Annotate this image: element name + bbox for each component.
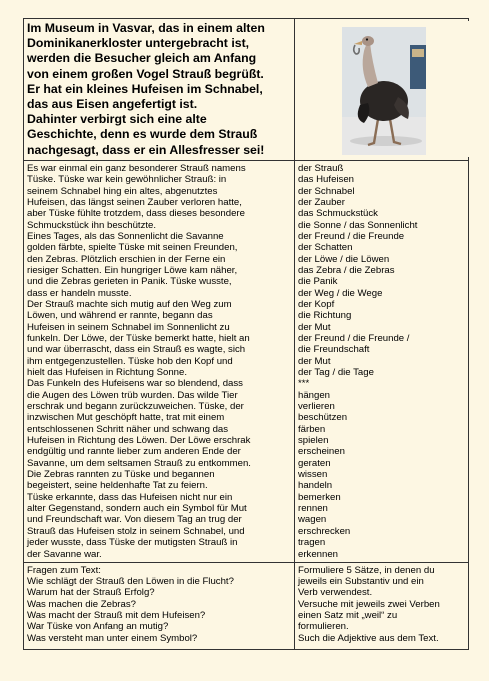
tasks-section	[295, 562, 469, 649]
vocab-item: hängen	[298, 389, 331, 401]
task-line: Formuliere 5 Sätze, in denen du	[298, 564, 435, 576]
story-line: Strauß das Hufeisen stolz in seinem Schnabel, und	[27, 525, 245, 537]
vocab-item: die Freundschaft	[298, 344, 370, 356]
intro-text	[24, 19, 295, 161]
story-line: begeistert, seine heldenhafte Tat zu feiern.	[27, 480, 208, 492]
story-line: endgültig und rannte lieber zum anderen Ende der	[27, 446, 241, 458]
story-line: erschrak und begann zurückzuweichen. Tüske, der	[27, 401, 244, 413]
vocab-item: der Freund / die Freunde	[298, 230, 405, 242]
story-text	[24, 160, 295, 562]
intro-line: werden die Besucher gleich am Anfang	[27, 51, 257, 66]
intro-line: Geschichte, denn es wurde dem Strauß	[27, 127, 258, 142]
vocab-item: verlieren	[298, 401, 335, 413]
story-line: Das Funkeln des Hufeisens war so blendend, dass	[27, 378, 243, 390]
story-line: Tüske. Tüske war kein gewöhnlicher Strauß: in	[27, 174, 227, 186]
worksheet-table	[23, 18, 469, 650]
intro-line: Er hat ein kleines Hufeisen im Schnabel,	[27, 81, 263, 96]
story-line: den Zebras. Plötzlich erschien in der Ferne ein	[27, 253, 226, 265]
question-line: Wie schlägt der Strauß den Löwen in die Flucht?	[27, 576, 234, 588]
story-line: Savanne, um dem seltsamen Strauß zu entkommen.	[27, 457, 251, 469]
intro-line: von einem großen Vogel Strauß begrüßt.	[27, 66, 264, 81]
vocab-item: ***	[298, 378, 310, 390]
story-line: ihm entgegenzustellen. Tüske hob den Kopf und	[27, 355, 233, 367]
question-line: Warum hat der Strauß Erfolg?	[27, 587, 155, 599]
vocabulary-list	[295, 160, 469, 562]
story-line: seinem Schnabel hing ein altes, abgenutztes	[27, 185, 218, 197]
question-lines	[27, 565, 291, 644]
intro-line: das aus Eisen angefertigt ist.	[27, 97, 198, 112]
story-line: hielt das Hufeisen in Richtung Sonne.	[27, 367, 187, 379]
story-line: Löwen, und während er rannte, begann das	[27, 310, 213, 322]
vocab-item: beschützen	[298, 412, 348, 424]
vocab-item: der Mut	[298, 355, 331, 367]
vocab-item: geraten	[298, 457, 331, 469]
vocab-item: der Freund / die Freunde /	[298, 332, 410, 344]
task-lines	[298, 565, 465, 644]
vocab-item: spielen	[298, 435, 329, 447]
intro-line: Dahinter verbirgt sich eine alte	[27, 112, 207, 127]
story-line: der Savanne war.	[27, 548, 102, 560]
story-line: Hufeisen, das längst seinen Zauber verloren hatte,	[27, 196, 242, 208]
question-line: Was versteht man unter einem Symbol?	[27, 632, 198, 644]
question-line: War Tüske von Anfang an mutig?	[27, 621, 169, 633]
task-line: einen Satz mit „weil“ zu	[298, 610, 398, 622]
task-line: Such die Adjektive aus dem Text.	[298, 632, 439, 644]
questions-section	[24, 562, 295, 649]
story-line: und war überrascht, dass ein Strauß es wagte, sich	[27, 344, 246, 356]
intro-line: Im Museum in Vasvar, das in einem alten	[27, 21, 265, 35]
vocabulary-lines	[298, 163, 465, 560]
vocab-item: wagen	[298, 514, 327, 526]
vocab-item: handeln	[298, 480, 333, 492]
story-line: Es war einmal ein ganz besonderer Strauß namens	[27, 162, 246, 174]
story-line: Tüske erkannte, dass das Hufeisen nicht nur ein	[27, 491, 233, 503]
question-line: Fragen zum Text:	[27, 564, 101, 576]
story-line: jeder wusste, dass Tüske der mutigsten Strauß in	[27, 537, 238, 549]
story-line: riesiger Schatten. Ein hungriger Löwe kam näher,	[27, 264, 238, 276]
story-line: Der Strauß machte sich mutig auf den Weg zum	[27, 298, 232, 310]
vocab-item: der Schatten	[298, 242, 353, 254]
story-lines	[27, 163, 291, 560]
story-line: golden färbte, spielte Tüske mit seinen Freunden,	[27, 242, 238, 254]
vocab-item: der Weg / die Wege	[298, 287, 383, 299]
story-line: entschlossenen Schritt näher und schwang das	[27, 423, 229, 435]
story-line: und Freundschaft war. Von diesem Tag an trug der	[27, 514, 242, 526]
story-line: dass er handeln musste.	[27, 287, 132, 299]
vocab-item: die Richtung	[298, 310, 352, 322]
task-line: jeweils ein Substantiv und ein	[298, 576, 424, 588]
story-line: inzwischen Mut geschöpft hatte, trat mit einem	[27, 412, 225, 424]
vocab-item: wissen	[298, 469, 328, 481]
story-line: alter Gegenstand, sondern auch ein Symbol für Mut	[27, 503, 247, 515]
story-line: Schmuckstück ihn beschützte.	[27, 219, 157, 231]
vocab-item: das Hufeisen	[298, 174, 354, 186]
ostrich-photo-cell	[295, 19, 469, 161]
vocab-item: erscheinen	[298, 446, 345, 458]
vocab-item: der Mut	[298, 321, 331, 333]
vocab-item: bemerken	[298, 491, 341, 503]
vocab-item: der Löwe / die Löwen	[298, 253, 390, 265]
display-plinth	[342, 117, 426, 155]
vocab-item: der Schnabel	[298, 185, 355, 197]
story-line: und die Zebras gerieten in Panik. Tüske wusste,	[27, 276, 232, 288]
intro-line: nachgesagt, dass er ein Allesfresser sei!	[27, 142, 265, 157]
intro-line: Dominikanerkloster untergebracht ist,	[27, 36, 250, 51]
vocab-item: erschrecken	[298, 525, 351, 537]
vocab-item: der Zauber	[298, 196, 345, 208]
story-line: Hufeisen in seinem Schnabel im Sonnenlicht zu	[27, 321, 230, 333]
task-line: Verb verwendest.	[298, 587, 373, 599]
vocab-item: der Kopf	[298, 298, 335, 310]
vocab-item: erkennen	[298, 548, 339, 560]
vocab-item: das Zebra / die Zebras	[298, 264, 395, 276]
vocab-item: der Tag / die Tage	[298, 367, 374, 379]
story-line: aber Tüske fühlte trotzdem, dass dieses besondere	[27, 208, 245, 220]
vocab-item: rennen	[298, 503, 328, 515]
story-line: Eines Tages, als das Sonnenlicht die Savanne	[27, 230, 224, 242]
ostrich-photo	[298, 21, 470, 157]
vocab-item: das Schmuckstück	[298, 208, 378, 220]
intro-lines	[27, 21, 291, 158]
vocab-item: färben	[298, 423, 326, 435]
question-line: Was machen die Zebras?	[27, 598, 136, 610]
vocab-item: die Panik	[298, 276, 338, 288]
question-line: Was macht der Strauß mit dem Hufeisen?	[27, 610, 206, 622]
vocab-item: der Strauß	[298, 162, 344, 174]
story-line: Die Zebras rannten zu Tüske und begannen	[27, 469, 215, 481]
story-line: die Augen des Löwen trüb wurden. Das wilde Tier	[27, 389, 238, 401]
story-line: Hufeisen in Richtung des Löwen. Der Löwe erschrak	[27, 435, 251, 447]
vocab-item: tragen	[298, 537, 326, 549]
task-line: formulieren.	[298, 621, 349, 633]
task-line: Versuche mit jeweils zwei Verben	[298, 598, 440, 610]
story-line: funkeln. Der Löwe, der Tüske bemerkt hatte, hielt an	[27, 332, 250, 344]
vocab-item: die Sonne / das Sonnenlicht	[298, 219, 418, 231]
